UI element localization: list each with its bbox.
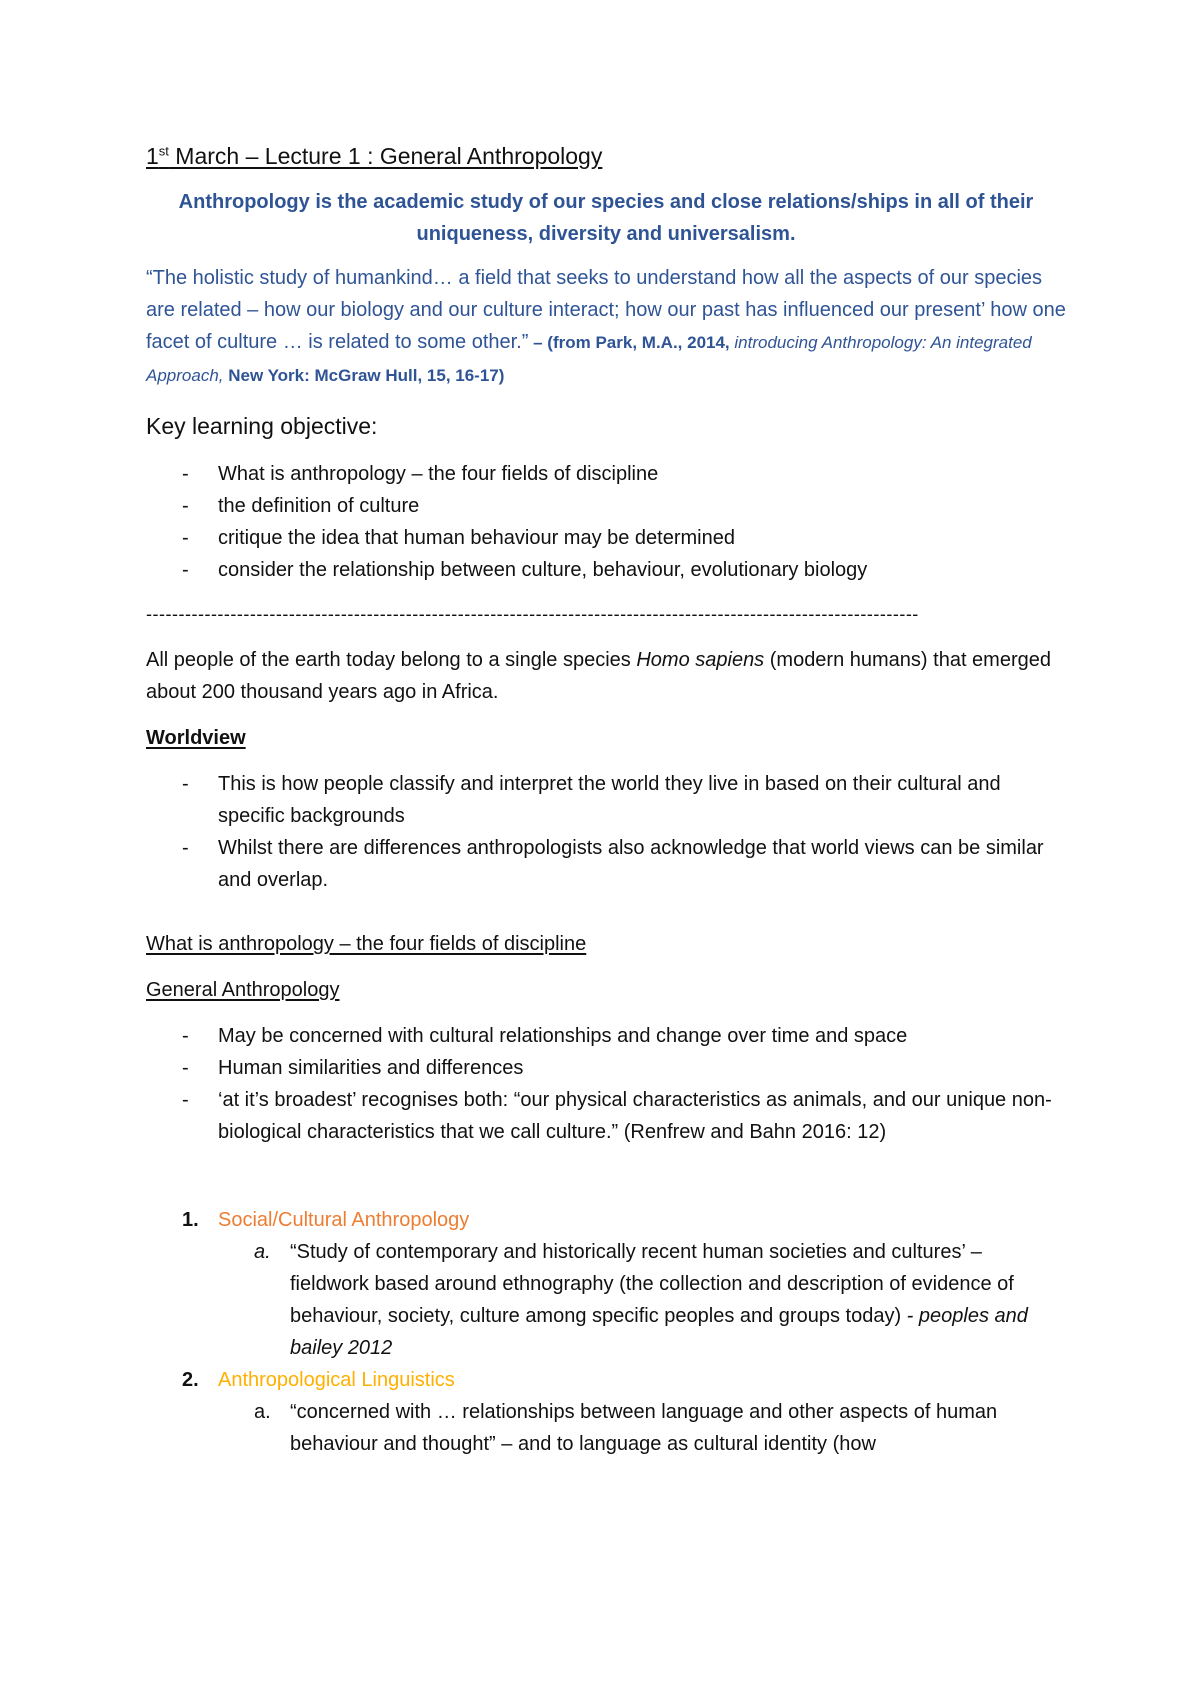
dash-bullet: - — [182, 559, 189, 581]
worldview-list — [146, 768, 1066, 896]
list-item — [182, 1204, 1066, 1364]
objectives-list — [146, 458, 1066, 586]
general-text: ‘at it’s broadest’ recognises both: “our physical characteristics as animals, and our unique non-biological characteristics that we call culture.” (Renfrew and Bahn 2016: 12) — [218, 1089, 1052, 1143]
general-text: Human similarities and differences — [218, 1057, 524, 1079]
objective-text: critique the idea that human behaviour may be determined — [218, 527, 735, 549]
species-name: Homo sapiens — [636, 649, 765, 671]
subpoint-marker: a. — [254, 1401, 271, 1423]
dash-bullet: - — [182, 1057, 189, 1079]
citation-post: New York: McGraw Hull, 15, 16-17) — [223, 366, 505, 385]
quote-block — [146, 262, 1066, 392]
list-item — [182, 522, 1066, 554]
field-subpoint — [218, 1236, 1066, 1364]
four-fields-list — [146, 1204, 1066, 1460]
general-text: May be concerned with cultural relationships and change over time and space — [218, 1025, 908, 1047]
document-body — [146, 140, 1066, 1460]
general-anthropology-list — [146, 1020, 1066, 1148]
dash-bullet: - — [182, 1089, 189, 1111]
list-item — [182, 554, 1066, 586]
citation-book-title: introducing Anthropology: An integrated Approach, — [146, 333, 1032, 385]
worldview-heading: Worldview — [146, 727, 246, 749]
dash-bullet: - — [182, 495, 189, 517]
list-item — [182, 458, 1066, 490]
quote-text: “The holistic study of humankind… a field that seeks to understand how all the aspects of our species are related – how our biology and our culture interact; how our past has influenced our present’ how one facet of culture … is related to some other.” — [146, 267, 1066, 353]
list-item — [182, 490, 1066, 522]
list-item — [182, 1020, 1066, 1052]
intro-paragraph — [146, 644, 1066, 708]
title-day: 1 — [146, 143, 159, 169]
worldview-text: This is how people classify and interpret the world they live in based on their cultural and specific backgrounds — [218, 773, 1001, 827]
subpoint-marker: a. — [254, 1241, 271, 1263]
title-text: March – Lecture 1 : General Anthropology — [168, 143, 603, 169]
subpoint-text: “Study of contemporary and historically recent human societies and cultures’ – fieldwork based around ethnography (the collection and description of evidence of behaviour, society, culture among specific peoples and groups today) — [290, 1241, 1014, 1327]
dash-bullet: - — [182, 837, 189, 859]
dashed-separator: ----------------------------------------------------------------------------------------------------------------------- — [146, 604, 919, 624]
field-name-linguistics: Anthropological Linguistics — [218, 1369, 455, 1391]
worldview-text: Whilst there are differences anthropologists also acknowledge that world views can be similar and overlap. — [218, 837, 1044, 891]
objective-text: What is anthropology – the four fields of discipline — [218, 463, 659, 485]
dash-bullet: - — [182, 1025, 189, 1047]
dash-bullet: - — [182, 527, 189, 549]
list-item — [182, 1052, 1066, 1084]
subpoint-citation: - peoples and bailey 2012 — [290, 1305, 1028, 1359]
objective-text: consider the relationship between culture, behaviour, evolutionary biology — [218, 559, 868, 581]
field-subpoint — [218, 1396, 1066, 1460]
general-anthropology-heading: General Anthropology — [146, 979, 340, 1001]
blank-line — [146, 1148, 1066, 1204]
list-item — [182, 1364, 1066, 1460]
field-number: 2. — [182, 1369, 199, 1391]
intro-post: (modern humans) that emerged about 200 thousand years ago in Africa. — [146, 649, 1051, 703]
objectives-heading: Key learning objective: — [146, 413, 378, 439]
page-title — [146, 140, 1066, 172]
list-item — [182, 1084, 1066, 1148]
intro-pre: All people of the earth today belong to a single species — [146, 649, 637, 671]
citation-pre: – (from Park, M.A., 2014, — [528, 333, 735, 352]
list-item — [182, 832, 1066, 896]
objective-text: the definition of culture — [218, 495, 420, 517]
dash-bullet: - — [182, 463, 189, 485]
list-item — [182, 768, 1066, 832]
field-number: 1. — [182, 1209, 199, 1231]
definition-text: Anthropology is the academic study of our species and close relations/ships in all of their uniqueness, diversity and universalism. — [178, 191, 1034, 245]
four-fields-heading: What is anthropology – the four fields of discipline — [146, 933, 587, 955]
field-name-social-cultural: Social/Cultural Anthropology — [218, 1209, 470, 1231]
subpoint-text: “concerned with … relationships between language and other aspects of human behaviour and thought” – and to language as cultural identity (how — [290, 1401, 998, 1455]
dash-bullet: - — [182, 773, 189, 795]
blank-line — [146, 896, 1066, 928]
title-ordinal: st — [158, 143, 169, 159]
